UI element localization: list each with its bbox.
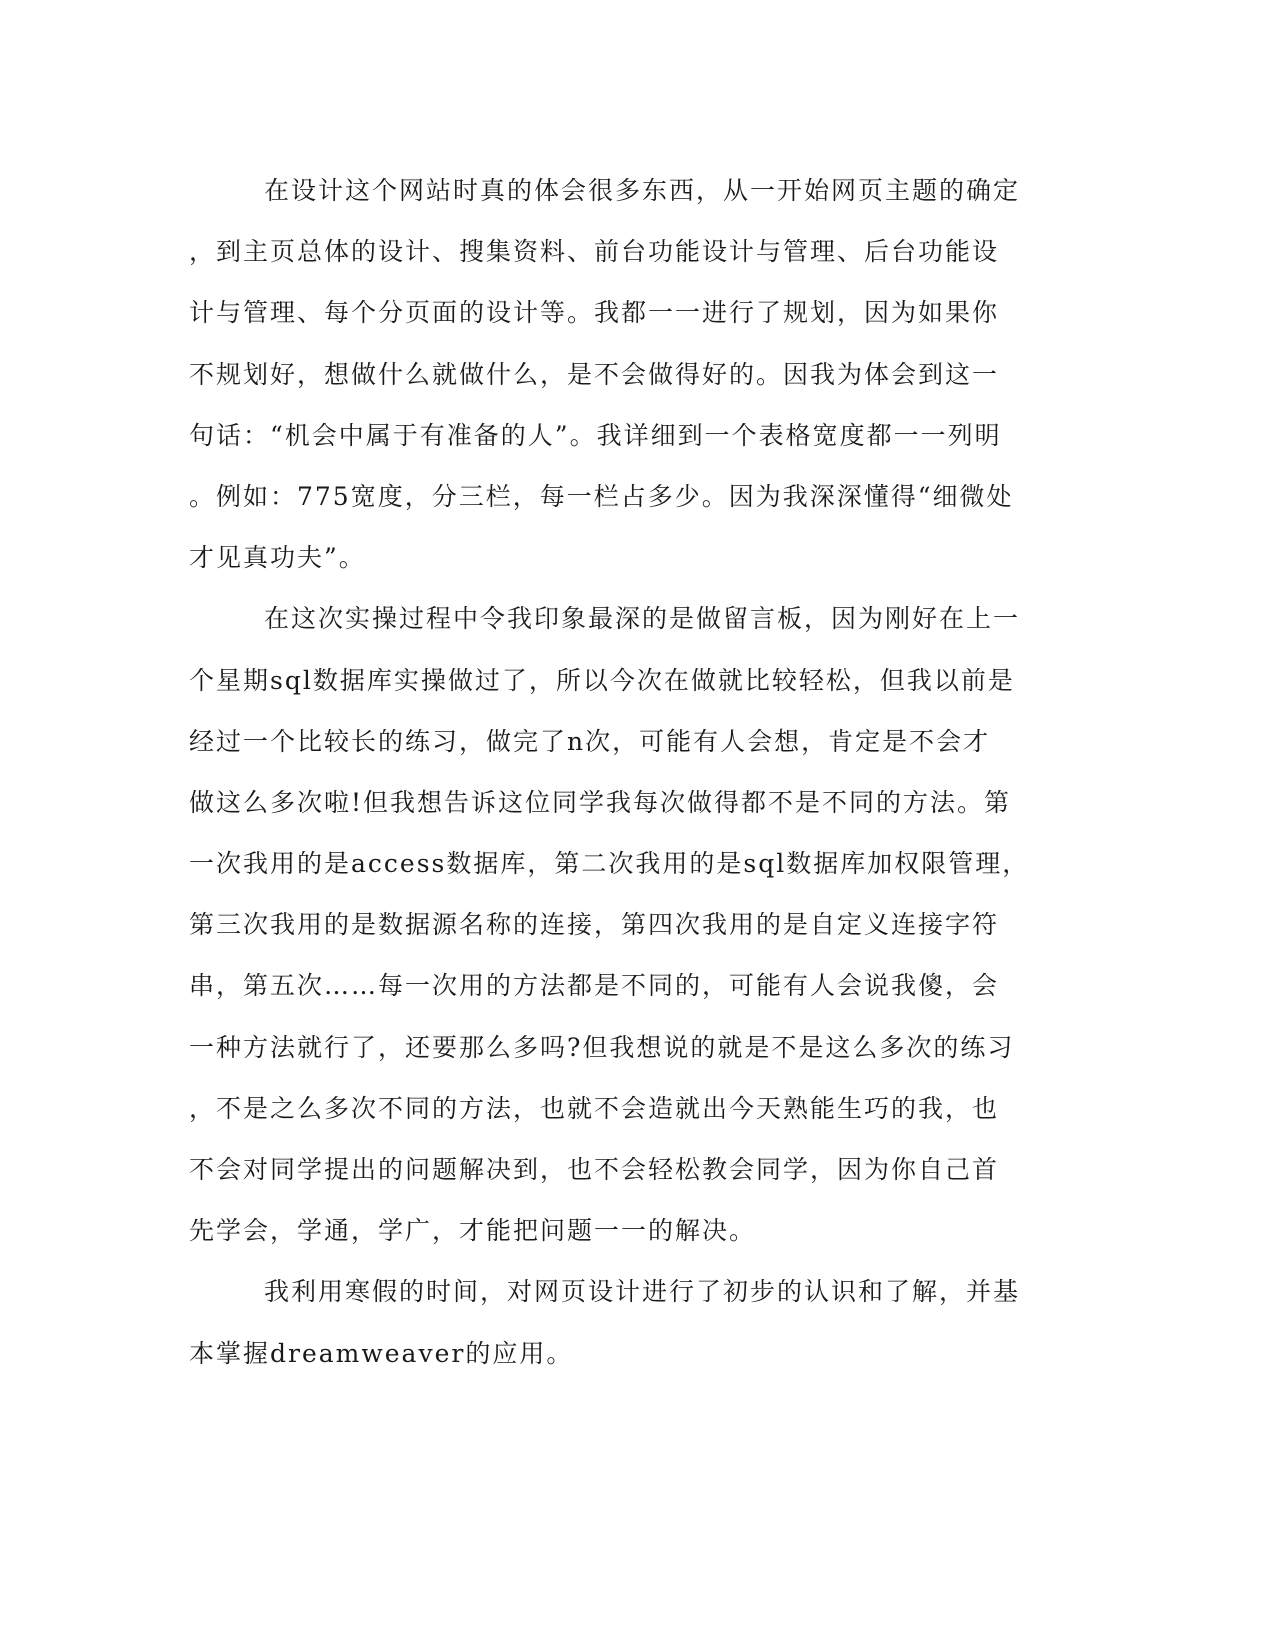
text-line: 。例如：775宽度，分三栏，每一栏占多少。因为我深深懂得“细微处 bbox=[189, 481, 1014, 511]
text-line: 本掌握dreamweaver的应用。 bbox=[189, 1338, 574, 1368]
text-line: ，到主页总体的设计、搜集资料、前台功能设计与管理、后台功能设 bbox=[189, 237, 1000, 267]
text-line: 经过一个比较长的练习，做完了n次，可能有人会想，肯定是不会才 bbox=[189, 726, 991, 756]
text-line: 不规划好，想做什么就做什么，是不会做得好的。因我为体会到这一 bbox=[189, 359, 1000, 389]
text-line: 先学会，学通，学广，才能把问题一一的解决。 bbox=[189, 1216, 757, 1246]
text-line: 做这么多次啦!但我想告诉这位同学我每次做得都不是不同的方法。第 bbox=[189, 787, 1012, 817]
document-body bbox=[189, 160, 1085, 1384]
text-line: 不会对同学提出的问题解决到，也不会轻松教会同学，因为你自己首 bbox=[189, 1155, 1000, 1184]
text-line: 我利用寒假的时间，对网页设计进行了初步的认识和了解，并基 bbox=[264, 1277, 1021, 1307]
paragraph-1 bbox=[189, 160, 1085, 588]
text-line: 计与管理、每个分页面的设计等。我都一一进行了规划，因为如果你 bbox=[189, 298, 1000, 328]
text-line: 第三次我用的是数据源名称的连接，第四次我用的是自定义连接字符 bbox=[189, 910, 1000, 940]
text-line: 才见真功夫”。 bbox=[189, 543, 366, 573]
text-line: 一次我用的是access数据库，第二次我用的是sql数据库加权限管理， bbox=[189, 849, 1030, 879]
text-line: 句话：“机会中属于有准备的人”。我详细到一个表格宽度都一一列明 bbox=[189, 420, 1002, 450]
text-line: 一种方法就行了，还要那么多吗?但我想说的就是不是这么多次的练习 bbox=[189, 1032, 1015, 1062]
text-line: ，不是之么多次不同的方法，也就不会造就出今天熟能生巧的我，也 bbox=[189, 1093, 1000, 1123]
paragraph-2 bbox=[189, 588, 1085, 1261]
text-line: 在设计这个网站时真的体会很多东西，从一开始网页主题的确定 bbox=[264, 176, 1021, 205]
text-line: 在这次实操过程中令我印象最深的是做留言板，因为刚好在上一 bbox=[264, 604, 1021, 634]
text-line: 串，第五次……每一次用的方法都是不同的，可能有人会说我傻，会 bbox=[189, 971, 1000, 1001]
paragraph-3 bbox=[189, 1261, 1085, 1383]
text-line: 个星期sql数据库实操做过了，所以今次在做就比较轻松，但我以前是 bbox=[189, 665, 1015, 695]
